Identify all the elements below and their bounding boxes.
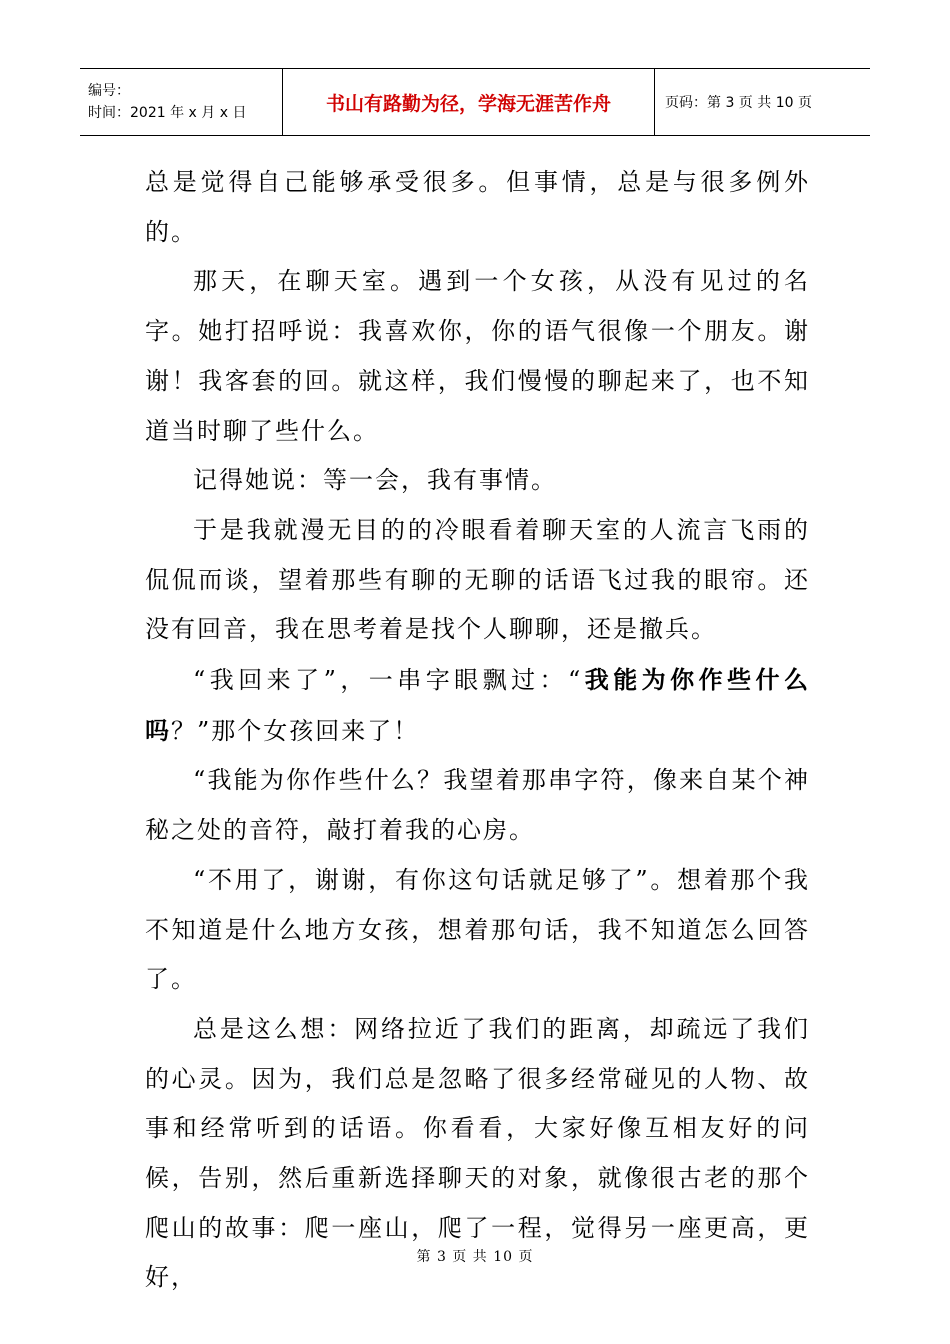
paragraph-1: 总是觉得自己能够承受很多。但事情，总是与很多例外的。 <box>145 168 810 246</box>
header-meta <box>80 69 283 135</box>
paragraph-6: “我能为你作些什么？我望着那串字符，像来自某个神秘之处的音符，敲打着我的心房。 <box>145 766 810 845</box>
document-number-label: 编号： <box>88 83 130 99</box>
page-footer: 第 3 页 共 10 页 <box>416 1249 534 1265</box>
paragraph-5-end: ？”那个女孩回来了！ <box>171 716 420 745</box>
paragraph-5 <box>145 655 810 756</box>
paragraph-4: 于是我就漫无目的的冷眼看着聊天室的人流言飞雨的侃侃而谈，望着那些有聊的无聊的话语飞过我的眼帘。还没有回音，我在思考着是找个人聊聊，还是撤兵。 <box>145 515 810 644</box>
header-motto-cell <box>283 69 655 135</box>
document-time-label: 时间：2021 年 x 月 x 日 <box>88 105 247 121</box>
paragraph-2: 那天，在聊天室。遇到一个女孩，从没有见过的名字。她打招呼说：我喜欢你，你的语气很像一个朋友。谢谢！我客套的回。就这样，我们慢慢的聊起来了，也不知道当时聊了些什么。 <box>145 267 810 445</box>
paragraph-7: “不用了，谢谢，有你这句话就足够了”。想着那个我不知道是什么地方女孩，想着那句话，我不知道怎么回答了。 <box>145 865 810 994</box>
page-header <box>80 68 870 136</box>
paragraph-5-start: “我回来了”，一串字眼飘过：“ <box>193 666 583 695</box>
paragraph-5-bold: 我能为你作些什么吗 <box>145 665 811 745</box>
header-page-info: 页码：第 3 页 共 10 页 <box>665 95 812 111</box>
paragraph-8: 总是这么想：网络拉近了我们的距离，却疏远了我们的心灵。因为，我们总是忽略了很多经常碰见的人物、故事和经常听到的话语。你看看，大家好像互相友好的问候，告别，然后重新选择聊天的对象，就像很古老的那个爬山的故事：爬一座山，爬了一程，觉得另一座更高，更好， <box>145 1014 810 1292</box>
paragraph-3: 记得她说：等一会，我有事情。 <box>193 466 557 495</box>
header-motto: 书山有路勤为径，学海无涯苦作舟 <box>325 92 611 115</box>
document-body <box>145 158 810 1303</box>
